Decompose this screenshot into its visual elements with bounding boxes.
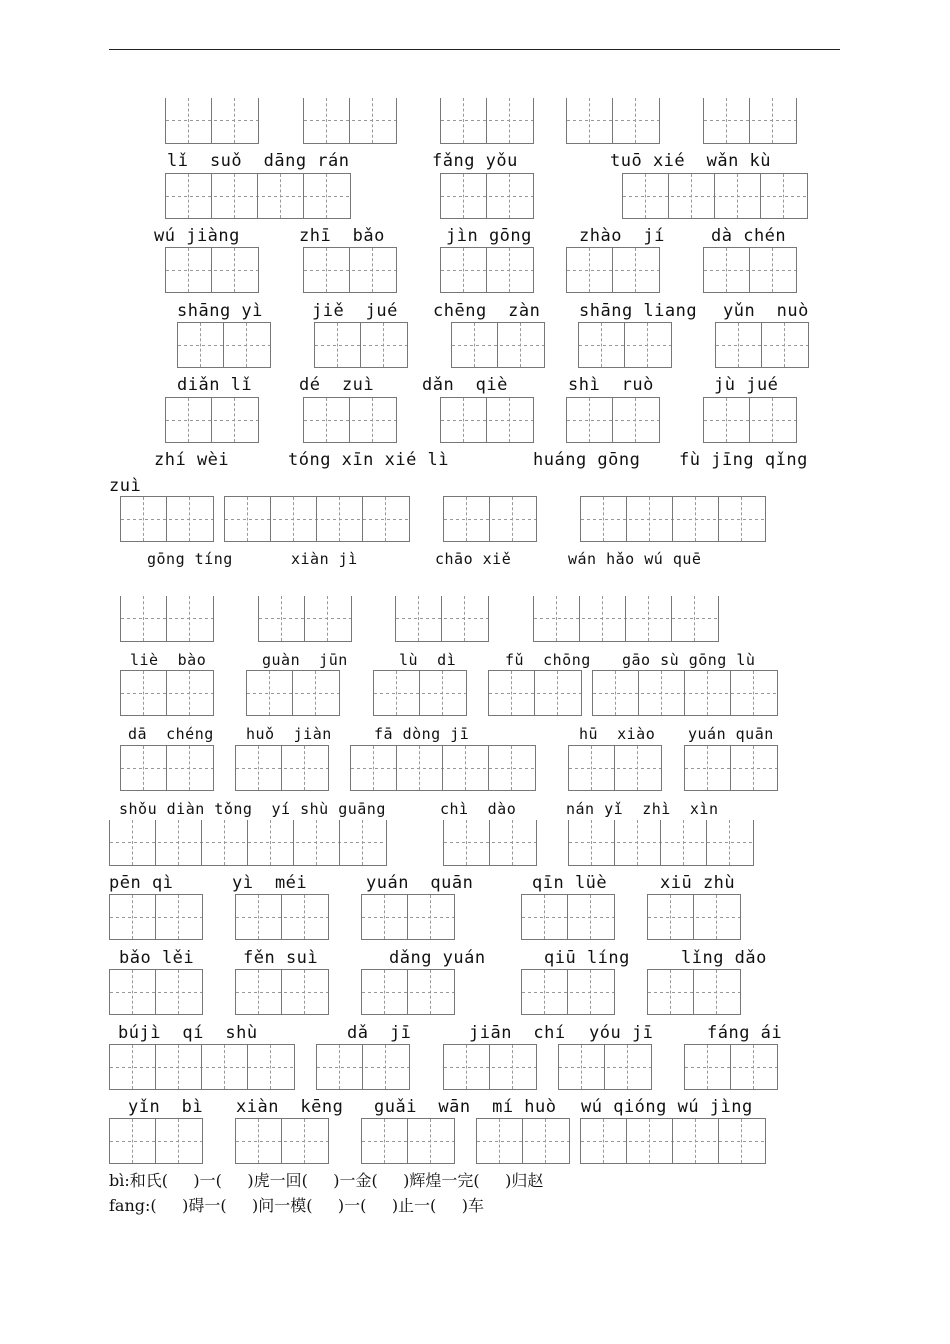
- pinyin-label: huǒ jiàn: [246, 725, 332, 743]
- pinyin-label: dà chén: [711, 226, 787, 246]
- writing-cell[interactable]: [535, 671, 581, 715]
- writing-cell[interactable]: [490, 497, 536, 541]
- writing-cell[interactable]: [452, 323, 498, 367]
- writing-cell[interactable]: [166, 174, 212, 218]
- writing-grid[interactable]: [109, 1118, 203, 1164]
- writing-grid[interactable]: [703, 98, 797, 144]
- pinyin-label: xiū zhù: [660, 873, 736, 893]
- writing-cell[interactable]: [304, 174, 350, 218]
- writing-cell[interactable]: [156, 820, 202, 865]
- pinyin-label: qīn lüè: [532, 873, 608, 893]
- writing-cell[interactable]: [271, 497, 317, 541]
- writing-cell[interactable]: [498, 323, 544, 367]
- writing-cell[interactable]: [408, 895, 454, 939]
- pinyin-label: yuán quān: [366, 873, 474, 893]
- writing-cell[interactable]: [110, 1045, 156, 1089]
- writing-cell[interactable]: [340, 820, 386, 865]
- writing-grid[interactable]: [314, 322, 408, 368]
- writing-grid[interactable]: [592, 670, 778, 716]
- writing-grid[interactable]: [165, 247, 259, 293]
- pinyin-label: fěn suì: [243, 948, 319, 968]
- pinyin-label: yuán quān: [688, 725, 774, 743]
- writing-grid[interactable]: [568, 745, 662, 791]
- writing-cell[interactable]: [293, 671, 339, 715]
- writing-grid[interactable]: [120, 596, 214, 642]
- pinyin-label: chāo xiě: [435, 550, 512, 568]
- writing-grid[interactable]: [303, 397, 397, 443]
- writing-grid[interactable]: [568, 820, 754, 866]
- writing-cell[interactable]: [568, 970, 614, 1014]
- writing-cell[interactable]: [750, 248, 796, 292]
- pinyin-label: qiū líng: [544, 948, 630, 968]
- pinyin-label: chēng zàn: [433, 301, 541, 321]
- writing-grid[interactable]: [165, 98, 259, 144]
- pinyin-label: wán hǎo wú quē: [568, 550, 702, 568]
- writing-grid[interactable]: [316, 1044, 410, 1090]
- writing-cell[interactable]: [420, 671, 466, 715]
- writing-cell[interactable]: [351, 746, 397, 790]
- writing-cell[interactable]: [202, 820, 248, 865]
- writing-grid[interactable]: [373, 670, 467, 716]
- writing-grid[interactable]: [488, 670, 582, 716]
- writing-cell[interactable]: [685, 746, 731, 790]
- writing-cell[interactable]: [719, 1119, 765, 1163]
- writing-cell[interactable]: [672, 596, 718, 641]
- writing-cell[interactable]: [248, 820, 294, 865]
- writing-cell[interactable]: [707, 820, 753, 865]
- pinyin-label: shǒu diàn tǒng yí shù guāng: [119, 800, 386, 818]
- writing-cell[interactable]: [236, 895, 282, 939]
- writing-cell[interactable]: [156, 970, 202, 1014]
- writing-grid[interactable]: [109, 820, 387, 866]
- pinyin-label: yǔn nuò: [723, 301, 809, 321]
- fill-in-line[interactable]: fang:( )碍一( )问一模( )一( )止一( )车: [109, 1196, 484, 1215]
- writing-cell[interactable]: [719, 497, 765, 541]
- pinyin-label: tóng xīn xié lì: [288, 450, 450, 470]
- writing-cell[interactable]: [236, 970, 282, 1014]
- writing-cell[interactable]: [441, 174, 487, 218]
- writing-cell[interactable]: [121, 596, 167, 641]
- pinyin-label: hū xiào: [579, 725, 656, 743]
- writing-grid[interactable]: [440, 397, 534, 443]
- pinyin-label: gāo sù gōng lù: [622, 651, 756, 669]
- writing-cell[interactable]: [615, 746, 661, 790]
- pinyin-label: pēn qì: [109, 873, 174, 893]
- writing-grid[interactable]: [395, 596, 489, 642]
- writing-cell[interactable]: [315, 323, 361, 367]
- writing-cell[interactable]: [441, 98, 487, 143]
- writing-cell[interactable]: [110, 970, 156, 1014]
- pinyin-label: fā dòng jī: [374, 725, 470, 743]
- writing-cell[interactable]: [648, 895, 694, 939]
- writing-cell[interactable]: [685, 1045, 731, 1089]
- writing-cell[interactable]: [534, 596, 580, 641]
- writing-cell[interactable]: [178, 323, 224, 367]
- writing-grid[interactable]: [440, 173, 534, 219]
- writing-cell[interactable]: [489, 746, 535, 790]
- writing-grid[interactable]: [476, 1118, 570, 1164]
- writing-cell[interactable]: [304, 248, 350, 292]
- writing-cell[interactable]: [236, 1119, 282, 1163]
- pinyin-label: lǐ suǒ dāng rán: [167, 151, 350, 171]
- writing-grid[interactable]: [451, 322, 545, 368]
- writing-cell[interactable]: [258, 174, 304, 218]
- writing-cell[interactable]: [625, 323, 671, 367]
- writing-cell[interactable]: [362, 895, 408, 939]
- writing-grid[interactable]: [647, 969, 741, 1015]
- writing-grid[interactable]: [303, 247, 397, 293]
- writing-cell[interactable]: [156, 1119, 202, 1163]
- writing-cell[interactable]: [248, 1045, 294, 1089]
- writing-cell[interactable]: [442, 596, 488, 641]
- writing-grid[interactable]: [580, 496, 766, 542]
- writing-grid[interactable]: [684, 745, 778, 791]
- writing-grid[interactable]: [443, 496, 537, 542]
- writing-cell[interactable]: [704, 248, 750, 292]
- writing-grid[interactable]: [647, 894, 741, 940]
- pinyin-label: jiě jué: [312, 301, 398, 321]
- pinyin-label: zhī bǎo: [299, 226, 385, 246]
- writing-cell[interactable]: [350, 248, 396, 292]
- writing-cell[interactable]: [156, 1045, 202, 1089]
- writing-cell[interactable]: [350, 98, 396, 143]
- pinyin-label: lù dì: [399, 651, 457, 669]
- pinyin-label: bújì qí shù: [118, 1023, 258, 1043]
- writing-grid[interactable]: [120, 496, 214, 542]
- writing-cell[interactable]: [639, 671, 685, 715]
- pinyin-label: fǔ chōng: [505, 651, 591, 669]
- writing-cell[interactable]: [443, 746, 489, 790]
- writing-cell[interactable]: [593, 671, 639, 715]
- pinyin-label: yǐn bì: [128, 1097, 204, 1117]
- writing-grid[interactable]: [361, 969, 455, 1015]
- pinyin-label: wú jiàng: [154, 226, 240, 246]
- writing-cell[interactable]: [567, 98, 613, 143]
- writing-grid[interactable]: [578, 322, 672, 368]
- writing-cell[interactable]: [569, 746, 615, 790]
- writing-cell[interactable]: [363, 497, 409, 541]
- writing-cell[interactable]: [731, 671, 777, 715]
- writing-grid[interactable]: [580, 1118, 766, 1164]
- writing-cell[interactable]: [615, 820, 661, 865]
- writing-cell[interactable]: [731, 746, 777, 790]
- pinyin-label: lǐng dǎo: [681, 948, 767, 968]
- writing-cell[interactable]: [490, 1045, 536, 1089]
- writing-cell[interactable]: [627, 1119, 673, 1163]
- writing-cell[interactable]: [522, 970, 568, 1014]
- writing-grid[interactable]: [703, 247, 797, 293]
- writing-grid[interactable]: [235, 1118, 329, 1164]
- writing-cell[interactable]: [613, 398, 659, 442]
- writing-grid[interactable]: [246, 670, 340, 716]
- writing-grid[interactable]: [109, 1044, 295, 1090]
- writing-grid[interactable]: [521, 894, 615, 940]
- writing-cell[interactable]: [694, 895, 740, 939]
- writing-cell[interactable]: [408, 1119, 454, 1163]
- pinyin-label: bǎo lěi: [119, 948, 195, 968]
- pinyin-label: dā chéng: [128, 725, 214, 743]
- writing-cell[interactable]: [247, 671, 293, 715]
- writing-cell[interactable]: [397, 746, 443, 790]
- pinyin-label: nán yǐ zhì xìn: [566, 800, 719, 818]
- writing-cell[interactable]: [613, 98, 659, 143]
- pinyin-label: yì méi: [232, 873, 308, 893]
- writing-grid[interactable]: [533, 596, 719, 642]
- writing-grid[interactable]: [109, 894, 203, 940]
- pinyin-label: chì dào: [440, 800, 517, 818]
- writing-cell[interactable]: [559, 1045, 605, 1089]
- writing-cell[interactable]: [166, 98, 212, 143]
- pinyin-label: yóu jī: [589, 1023, 654, 1043]
- writing-cell[interactable]: [317, 497, 363, 541]
- writing-cell[interactable]: [396, 596, 442, 641]
- writing-grid[interactable]: [120, 745, 214, 791]
- pinyin-label: guǎi wān mí huò: [374, 1097, 557, 1117]
- writing-cell[interactable]: [362, 970, 408, 1014]
- writing-cell[interactable]: [363, 1045, 409, 1089]
- writing-cell[interactable]: [156, 895, 202, 939]
- writing-cell[interactable]: [167, 671, 213, 715]
- writing-grid[interactable]: [120, 670, 214, 716]
- writing-cell[interactable]: [715, 174, 761, 218]
- writing-cell[interactable]: [304, 98, 350, 143]
- writing-cell[interactable]: [627, 497, 673, 541]
- pinyin-label: dǎng yuán: [389, 948, 486, 968]
- pinyin-label: zhí wèi: [154, 450, 230, 470]
- writing-cell[interactable]: [694, 970, 740, 1014]
- writing-cell[interactable]: [762, 323, 808, 367]
- fill-in-line[interactable]: bì:和氏( )一( )虎一回( )一金( )辉煌一完( )归赵: [109, 1171, 544, 1190]
- writing-cell[interactable]: [361, 323, 407, 367]
- writing-cell[interactable]: [704, 98, 750, 143]
- writing-cell[interactable]: [305, 596, 351, 641]
- writing-grid[interactable]: [440, 98, 534, 144]
- pinyin-label: diǎn lǐ: [177, 375, 253, 395]
- writing-cell[interactable]: [704, 398, 750, 442]
- pinyin-label: shāng liang: [579, 301, 698, 321]
- writing-cell[interactable]: [487, 174, 533, 218]
- writing-cell[interactable]: [408, 970, 454, 1014]
- writing-grid[interactable]: [303, 98, 397, 144]
- writing-cell[interactable]: [567, 248, 613, 292]
- writing-cell[interactable]: [317, 1045, 363, 1089]
- writing-grid[interactable]: [235, 745, 329, 791]
- writing-cell[interactable]: [579, 323, 625, 367]
- writing-cell[interactable]: [294, 820, 340, 865]
- pinyin-label: gōng tíng: [147, 550, 233, 568]
- writing-cell[interactable]: [441, 398, 487, 442]
- writing-cell[interactable]: [350, 398, 396, 442]
- writing-cell[interactable]: [487, 98, 533, 143]
- writing-cell[interactable]: [605, 1045, 651, 1089]
- pinyin-label: dǎ jī: [347, 1023, 412, 1043]
- writing-cell[interactable]: [167, 596, 213, 641]
- writing-cell[interactable]: [121, 671, 167, 715]
- writing-cell[interactable]: [444, 497, 490, 541]
- writing-cell[interactable]: [487, 248, 533, 292]
- writing-grid[interactable]: [109, 969, 203, 1015]
- writing-grid[interactable]: [235, 894, 329, 940]
- writing-cell[interactable]: [569, 820, 615, 865]
- writing-grid[interactable]: [443, 1044, 537, 1090]
- writing-cell[interactable]: [212, 398, 258, 442]
- writing-grid[interactable]: [558, 1044, 652, 1090]
- writing-cell[interactable]: [224, 323, 270, 367]
- pinyin-label: dé zuì: [299, 375, 375, 395]
- pinyin-label: fǎng yǒu: [432, 151, 518, 171]
- writing-cell[interactable]: [374, 671, 420, 715]
- pinyin-label: xiàn kēng: [236, 1097, 344, 1117]
- writing-cell[interactable]: [490, 820, 536, 865]
- writing-cell[interactable]: [444, 1045, 490, 1089]
- pinyin-label: xiàn jì: [291, 550, 358, 568]
- writing-cell[interactable]: [568, 895, 614, 939]
- writing-cell[interactable]: [567, 398, 613, 442]
- writing-grid[interactable]: [715, 322, 809, 368]
- writing-grid[interactable]: [165, 173, 351, 219]
- writing-cell[interactable]: [669, 174, 715, 218]
- writing-grid[interactable]: [684, 1044, 778, 1090]
- writing-cell[interactable]: [613, 248, 659, 292]
- writing-grid[interactable]: [440, 247, 534, 293]
- pinyin-label: shì ruò: [568, 375, 654, 395]
- pinyin-label: jù jué: [714, 375, 779, 395]
- writing-cell[interactable]: [121, 497, 167, 541]
- pinyin-label: fáng ái: [707, 1023, 783, 1043]
- pinyin-label: zuì: [109, 476, 142, 496]
- writing-cell[interactable]: [731, 1045, 777, 1089]
- pinyin-label: fù jīng qǐng: [679, 450, 808, 470]
- pinyin-label: tuō xié wǎn kù: [610, 151, 772, 171]
- writing-cell[interactable]: [166, 398, 212, 442]
- writing-cell[interactable]: [523, 1119, 569, 1163]
- writing-cell[interactable]: [750, 98, 796, 143]
- writing-grid[interactable]: [361, 894, 455, 940]
- writing-cell[interactable]: [648, 970, 694, 1014]
- writing-cell[interactable]: [225, 497, 271, 541]
- writing-cell[interactable]: [282, 970, 328, 1014]
- writing-cell[interactable]: [212, 248, 258, 292]
- writing-cell[interactable]: [489, 671, 535, 715]
- writing-cell[interactable]: [259, 596, 305, 641]
- writing-cell[interactable]: [673, 497, 719, 541]
- writing-cell[interactable]: [167, 746, 213, 790]
- writing-cell[interactable]: [623, 174, 669, 218]
- writing-cell[interactable]: [362, 1119, 408, 1163]
- pinyin-label: jiān chí: [469, 1023, 566, 1043]
- writing-cell[interactable]: [202, 1045, 248, 1089]
- writing-cell[interactable]: [477, 1119, 523, 1163]
- pinyin-label: guàn jūn: [262, 651, 348, 669]
- writing-cell[interactable]: [110, 895, 156, 939]
- pinyin-label: shāng yì: [177, 301, 263, 321]
- writing-cell[interactable]: [441, 248, 487, 292]
- writing-cell[interactable]: [444, 820, 490, 865]
- writing-cell[interactable]: [661, 820, 707, 865]
- writing-cell[interactable]: [626, 596, 672, 641]
- writing-cell[interactable]: [522, 895, 568, 939]
- writing-grid[interactable]: [258, 596, 352, 642]
- pinyin-label: huáng gōng: [533, 450, 641, 470]
- writing-grid[interactable]: [521, 969, 615, 1015]
- writing-cell[interactable]: [282, 1119, 328, 1163]
- writing-cell[interactable]: [750, 398, 796, 442]
- writing-grid[interactable]: [224, 496, 410, 542]
- writing-grid[interactable]: [235, 969, 329, 1015]
- writing-cell[interactable]: [166, 248, 212, 292]
- writing-cell[interactable]: [167, 497, 213, 541]
- writing-grid[interactable]: [165, 397, 259, 443]
- pinyin-label: wú qióng wú jìng: [581, 1097, 753, 1117]
- writing-grid[interactable]: [566, 247, 660, 293]
- writing-cell[interactable]: [716, 323, 762, 367]
- writing-cell[interactable]: [282, 746, 328, 790]
- writing-cell[interactable]: [581, 1119, 627, 1163]
- pinyin-label: dǎn qiè: [422, 375, 508, 395]
- writing-cell[interactable]: [761, 174, 807, 218]
- writing-cell[interactable]: [487, 398, 533, 442]
- writing-grid[interactable]: [566, 98, 660, 144]
- writing-cell[interactable]: [121, 746, 167, 790]
- writing-grid[interactable]: [443, 820, 537, 866]
- writing-cell[interactable]: [110, 820, 156, 865]
- writing-cell[interactable]: [581, 497, 627, 541]
- pinyin-label: liè bào: [130, 651, 207, 669]
- writing-grid[interactable]: [566, 397, 660, 443]
- writing-cell[interactable]: [673, 1119, 719, 1163]
- pinyin-label: jìn gōng: [446, 226, 532, 246]
- pinyin-label: zhào jí: [579, 226, 665, 246]
- writing-grid[interactable]: [703, 397, 797, 443]
- writing-cell[interactable]: [304, 398, 350, 442]
- writing-cell[interactable]: [236, 746, 282, 790]
- writing-cell[interactable]: [685, 671, 731, 715]
- writing-cell[interactable]: [212, 98, 258, 143]
- writing-grid[interactable]: [350, 745, 536, 791]
- writing-cell[interactable]: [110, 1119, 156, 1163]
- writing-cell[interactable]: [282, 895, 328, 939]
- writing-grid[interactable]: [361, 1118, 455, 1164]
- writing-grid[interactable]: [177, 322, 271, 368]
- writing-cell[interactable]: [212, 174, 258, 218]
- writing-cell[interactable]: [580, 596, 626, 641]
- writing-grid[interactable]: [622, 173, 808, 219]
